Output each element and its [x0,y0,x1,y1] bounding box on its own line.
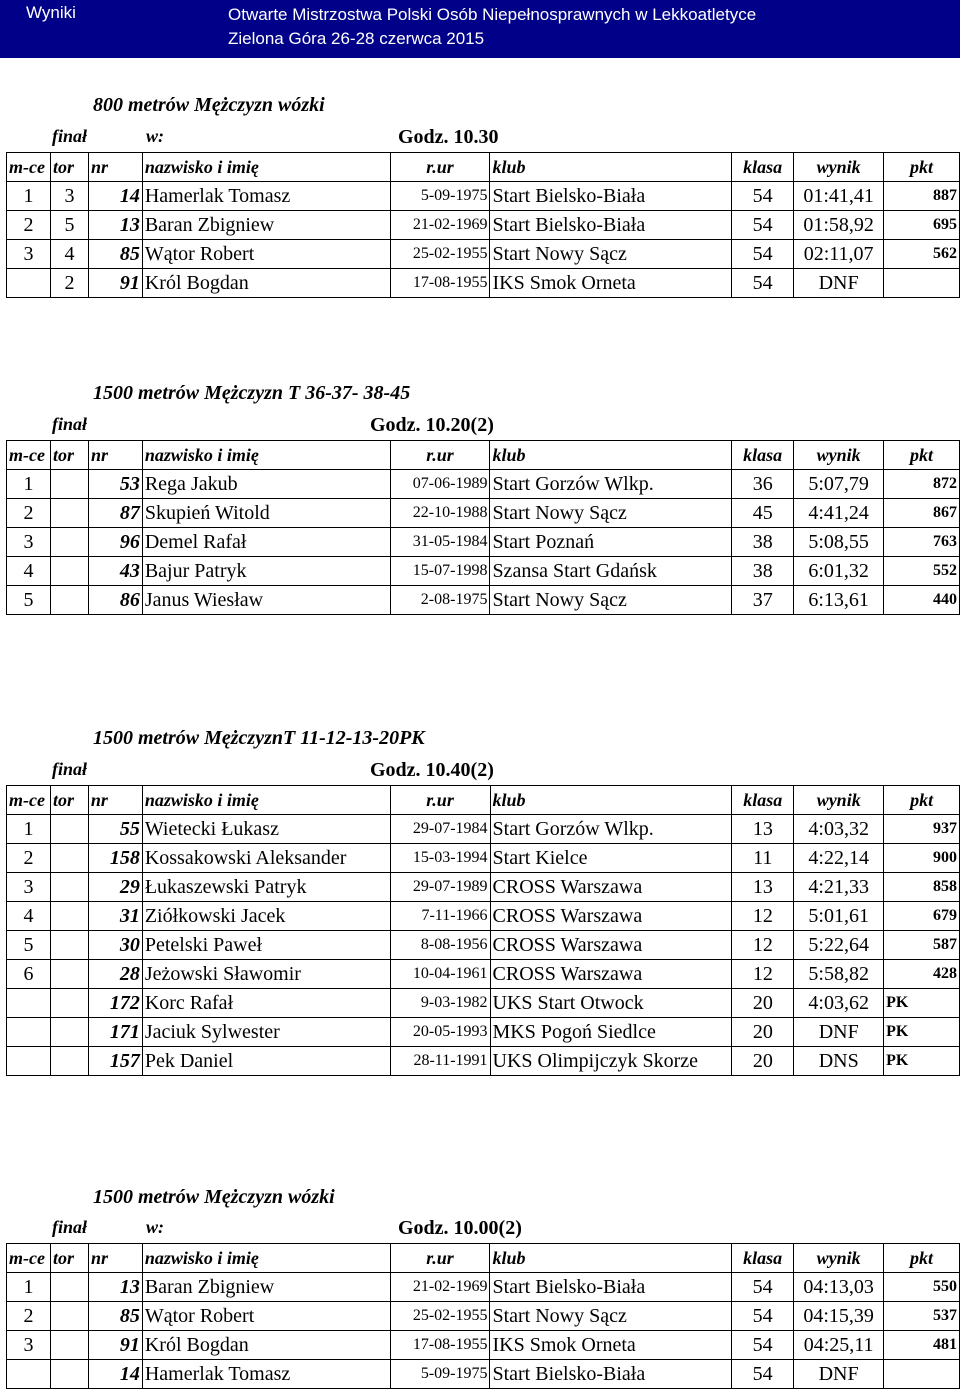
final-label: finał [52,414,88,434]
cell-nr: 43 [88,557,142,586]
table-row [7,240,960,269]
cell-born: 7-11-1966 [390,902,490,931]
cell-nr: 13 [88,211,142,240]
column-header: tor [50,153,88,182]
cell-club: CROSS Warszawa [490,960,732,989]
column-header: nazwisko i imię [142,786,390,815]
cell-name: Korc Rafał [142,989,390,1018]
cell-place: 6 [7,960,51,989]
cell-lane [50,960,88,989]
final-label: finał [52,759,88,779]
table-row [7,269,960,298]
cell-lane [50,1360,88,1389]
cell-result: 4:21,33 [794,873,884,902]
results-table [6,152,960,298]
cell-class: 54 [732,1331,794,1360]
cell-pts: 562 [884,240,960,269]
column-header: pkt [884,441,960,470]
cell-name: Janus Wiesław [142,586,390,615]
table-row [7,815,960,844]
column-header: nazwisko i imię [142,441,390,470]
cell-place: 2 [7,499,51,528]
cell-nr: 157 [88,1047,142,1076]
cell-nr: 13 [88,1273,142,1302]
cell-class: 54 [732,240,794,269]
cell-result: 5:01,61 [794,902,884,931]
column-header: nr [88,1244,142,1273]
cell-club: Start Nowy Sącz [490,499,732,528]
cell-nr: 30 [88,931,142,960]
cell-place: 4 [7,557,51,586]
cell-result: 04:25,11 [794,1331,884,1360]
cell-pts: 887 [884,182,960,211]
cell-club: CROSS Warszawa [490,931,732,960]
cell-lane [50,873,88,902]
column-header: nr [88,441,142,470]
cell-pts [884,269,960,298]
section-meta [0,124,960,152]
cell-class: 20 [732,1018,794,1047]
results-table [6,440,960,615]
cell-class: 38 [732,557,794,586]
cell-place: 3 [7,873,51,902]
cell-name: Rega Jakub [142,470,390,499]
cell-club: Start Poznań [490,528,732,557]
column-header: tor [50,441,88,470]
cell-class: 36 [732,470,794,499]
column-header: nr [88,153,142,182]
column-header: klub [490,1244,732,1273]
cell-lane [50,557,88,586]
cell-born: 28-11-1991 [390,1047,490,1076]
table-row [7,1018,960,1047]
cell-club: MKS Pogoń Siedlce [490,1018,732,1047]
cell-lane: 4 [50,240,88,269]
table-row [7,528,960,557]
section-meta [0,757,960,785]
cell-born: 2-08-1975 [390,586,490,615]
cell-born: 25-02-1955 [390,240,490,269]
cell-place: 2 [7,1302,51,1331]
start-time: Godz. 10.40(2) [370,759,494,781]
cell-class: 11 [732,844,794,873]
table-row [7,1047,960,1076]
cell-born: 5-09-1975 [390,182,490,211]
cell-club: Start Bielsko-Biała [490,211,732,240]
cell-result: 4:22,14 [794,844,884,873]
start-time: Godz. 10.20(2) [370,414,494,436]
column-header: wynik [794,153,884,182]
cell-name: Wątor Robert [142,240,390,269]
cell-place: 3 [7,1331,51,1360]
table-header-row [7,441,960,470]
cell-name: Demel Rafał [142,528,390,557]
cell-class: 54 [732,1273,794,1302]
cell-born: 8-08-1956 [390,931,490,960]
cell-born: 21-02-1969 [390,1273,490,1302]
cell-lane: 3 [50,182,88,211]
table-row [7,499,960,528]
column-header: klasa [732,153,794,182]
cell-club: Start Nowy Sącz [490,586,732,615]
column-header: tor [50,1244,88,1273]
cell-club: Start Nowy Sącz [490,240,732,269]
cell-pts: 937 [884,815,960,844]
cell-name: Ziółkowski Jacek [142,902,390,931]
table-header-row [7,153,960,182]
cell-name: Skupień Witold [142,499,390,528]
cell-born: 29-07-1984 [390,815,490,844]
cell-club: Start Nowy Sącz [490,1302,732,1331]
cell-place [7,1047,51,1076]
table-row [7,470,960,499]
table-row [7,902,960,931]
column-header: wynik [794,441,884,470]
table-row [7,1360,960,1389]
cell-nr: 29 [88,873,142,902]
column-header: klasa [732,441,794,470]
header-title-line1: Otwarte Mistrzostwa Polski Osób Niepełnosprawnych w Lekkoatletyce [228,5,757,24]
cell-club: Start Bielsko-Biała [490,1273,732,1302]
column-header: klub [490,441,732,470]
cell-born: 17-08-1955 [390,1331,490,1360]
cell-club: Start Gorzów Wlkp. [490,815,732,844]
cell-born: 20-05-1993 [390,1018,490,1047]
cell-place [7,1018,51,1047]
cell-place: 1 [7,815,51,844]
section-meta [0,1215,960,1243]
cell-result: 5:07,79 [794,470,884,499]
cell-name: Bajur Patryk [142,557,390,586]
cell-born: 9-03-1982 [390,989,490,1018]
cell-born: 07-06-1989 [390,470,490,499]
cell-name: Baran Zbigniew [142,211,390,240]
cell-name: Kossakowski Aleksander [142,844,390,873]
cell-class: 54 [732,211,794,240]
cell-lane [50,844,88,873]
column-header: m-ce [7,153,51,182]
cell-class: 20 [732,1047,794,1076]
column-header: r.ur [390,441,490,470]
cell-pts: 858 [884,873,960,902]
cell-born: 31-05-1984 [390,528,490,557]
table-row [7,557,960,586]
cell-name: Król Bogdan [142,269,390,298]
cell-place: 2 [7,844,51,873]
cell-name: Petelski Paweł [142,931,390,960]
cell-lane [50,989,88,1018]
cell-place: 1 [7,182,51,211]
cell-place: 1 [7,470,51,499]
cell-lane [50,586,88,615]
cell-pts: 872 [884,470,960,499]
final-label: finał [52,1217,88,1237]
cell-nr: 53 [88,470,142,499]
cell-pts: 552 [884,557,960,586]
cell-nr: 171 [88,1018,142,1047]
cell-result: 6:13,61 [794,586,884,615]
cell-nr: 87 [88,499,142,528]
cell-born: 21-02-1969 [390,211,490,240]
page-header [0,0,960,58]
cell-class: 12 [732,931,794,960]
cell-place: 2 [7,211,51,240]
column-header: wynik [794,1244,884,1273]
cell-name: Baran Zbigniew [142,1273,390,1302]
table-row [7,182,960,211]
cell-lane [50,1047,88,1076]
wind-label: w: [146,126,164,146]
cell-result: 5:08,55 [794,528,884,557]
table-row [7,1302,960,1331]
cell-born: 22-10-1988 [390,499,490,528]
cell-name: Hamerlak Tomasz [142,182,390,211]
cell-born: 5-09-1975 [390,1360,490,1389]
column-header: klub [490,153,732,182]
section-title: 1500 metrów Mężczyzn wózki [93,1186,335,1208]
column-header: pkt [884,153,960,182]
cell-name: Łukaszewski Patryk [142,873,390,902]
cell-club: Start Kielce [490,844,732,873]
cell-club: CROSS Warszawa [490,902,732,931]
header-title [228,3,756,51]
cell-pts: PK [884,989,960,1018]
cell-result: 01:58,92 [794,211,884,240]
cell-lane [50,1331,88,1360]
cell-club: Szansa Start Gdańsk [490,557,732,586]
cell-class: 54 [732,269,794,298]
cell-nr: 28 [88,960,142,989]
cell-result: 04:13,03 [794,1273,884,1302]
cell-result: 01:41,41 [794,182,884,211]
cell-result: DNS [794,1047,884,1076]
cell-nr: 96 [88,528,142,557]
cell-result: 4:03,62 [794,989,884,1018]
table-row [7,586,960,615]
cell-club: UKS Olimpijczyk Skorze [490,1047,732,1076]
cell-born: 17-08-1955 [390,269,490,298]
cell-result: DNF [794,1360,884,1389]
cell-place: 5 [7,931,51,960]
cell-lane [50,499,88,528]
cell-nr: 85 [88,1302,142,1331]
cell-nr: 172 [88,989,142,1018]
cell-class: 12 [732,902,794,931]
results-table [6,785,960,1076]
column-header: r.ur [390,786,490,815]
cell-nr: 91 [88,269,142,298]
cell-born: 29-07-1989 [390,873,490,902]
cell-place [7,269,51,298]
cell-pts: 550 [884,1273,960,1302]
cell-place [7,989,51,1018]
cell-club: CROSS Warszawa [490,873,732,902]
cell-class: 54 [732,1302,794,1331]
section-title: 1500 metrów MężczyznT 11-12-13-20PK [93,727,425,749]
cell-lane [50,528,88,557]
cell-born: 10-04-1961 [390,960,490,989]
cell-place: 4 [7,902,51,931]
cell-lane [50,902,88,931]
column-header: klasa [732,1244,794,1273]
cell-pts: 440 [884,586,960,615]
table-row [7,1273,960,1302]
cell-result: 4:03,32 [794,815,884,844]
cell-class: 12 [732,960,794,989]
cell-lane [50,470,88,499]
section-title: 1500 metrów Mężczyzn T 36-37- 38-45 [93,382,411,404]
cell-club: IKS Smok Orneta [490,1331,732,1360]
table-header-row [7,786,960,815]
cell-pts: 587 [884,931,960,960]
cell-result: DNF [794,269,884,298]
cell-class: 13 [732,873,794,902]
column-header: nazwisko i imię [142,1244,390,1273]
column-header: wynik [794,786,884,815]
header-title-line2: Zielona Góra 26-28 czerwca 2015 [228,29,485,48]
cell-name: Jaciuk Sylwester [142,1018,390,1047]
cell-name: Hamerlak Tomasz [142,1360,390,1389]
cell-pts: 537 [884,1302,960,1331]
cell-class: 45 [732,499,794,528]
table-row [7,989,960,1018]
cell-lane [50,815,88,844]
cell-name: Król Bogdan [142,1331,390,1360]
cell-lane [50,1302,88,1331]
cell-pts: 763 [884,528,960,557]
cell-club: Start Gorzów Wlkp. [490,470,732,499]
cell-lane [50,1018,88,1047]
cell-result: 6:01,32 [794,557,884,586]
start-time: Godz. 10.00(2) [398,1217,522,1239]
wind-label: w: [146,1217,164,1237]
cell-name: Pek Daniel [142,1047,390,1076]
cell-nr: 55 [88,815,142,844]
cell-name: Wątor Robert [142,1302,390,1331]
table-row [7,931,960,960]
column-header: tor [50,786,88,815]
cell-class: 37 [732,586,794,615]
table-header-row [7,1244,960,1273]
column-header: m-ce [7,786,51,815]
start-time: Godz. 10.30 [398,126,499,148]
cell-pts [884,1360,960,1389]
section-meta [0,412,960,440]
cell-pts: 900 [884,844,960,873]
cell-result: 4:41,24 [794,499,884,528]
cell-born: 15-07-1998 [390,557,490,586]
cell-lane [50,931,88,960]
cell-class: 54 [732,182,794,211]
column-header: pkt [884,786,960,815]
cell-result: 5:22,64 [794,931,884,960]
cell-class: 20 [732,989,794,1018]
cell-pts: 428 [884,960,960,989]
cell-nr: 14 [88,182,142,211]
column-header: r.ur [390,153,490,182]
cell-lane: 5 [50,211,88,240]
column-header: m-ce [7,441,51,470]
cell-nr: 86 [88,586,142,615]
cell-result: 04:15,39 [794,1302,884,1331]
table-row [7,211,960,240]
cell-place: 1 [7,1273,51,1302]
cell-nr: 85 [88,240,142,269]
column-header: klub [490,786,732,815]
column-header: r.ur [390,1244,490,1273]
section-title: 800 metrów Mężczyzn wózki [93,94,325,116]
cell-class: 54 [732,1360,794,1389]
final-label: finał [52,126,88,146]
cell-lane: 2 [50,269,88,298]
cell-result: 02:11,07 [794,240,884,269]
header-left-label: Wyniki [26,3,76,22]
cell-nr: 31 [88,902,142,931]
cell-pts: 867 [884,499,960,528]
cell-nr: 158 [88,844,142,873]
cell-pts: 695 [884,211,960,240]
table-row [7,960,960,989]
cell-class: 38 [732,528,794,557]
column-header: m-ce [7,1244,51,1273]
table-row [7,844,960,873]
cell-pts: 481 [884,1331,960,1360]
cell-club: UKS Start Otwock [490,989,732,1018]
cell-result: 5:58,82 [794,960,884,989]
cell-place [7,1360,51,1389]
cell-nr: 14 [88,1360,142,1389]
results-table [6,1243,960,1389]
cell-name: Wietecki Łukasz [142,815,390,844]
cell-place: 3 [7,240,51,269]
cell-name: Jeżowski Sławomir [142,960,390,989]
column-header: pkt [884,1244,960,1273]
cell-born: 25-02-1955 [390,1302,490,1331]
column-header: nazwisko i imię [142,153,390,182]
cell-club: IKS Smok Orneta [490,269,732,298]
table-row [7,873,960,902]
cell-class: 13 [732,815,794,844]
cell-born: 15-03-1994 [390,844,490,873]
cell-club: Start Bielsko-Biała [490,1360,732,1389]
cell-nr: 91 [88,1331,142,1360]
cell-place: 3 [7,528,51,557]
cell-place: 5 [7,586,51,615]
cell-pts: PK [884,1018,960,1047]
column-header: nr [88,786,142,815]
cell-pts: 679 [884,902,960,931]
cell-result: DNF [794,1018,884,1047]
table-row [7,1331,960,1360]
cell-lane [50,1273,88,1302]
cell-club: Start Bielsko-Biała [490,182,732,211]
column-header: klasa [732,786,794,815]
cell-pts: PK [884,1047,960,1076]
